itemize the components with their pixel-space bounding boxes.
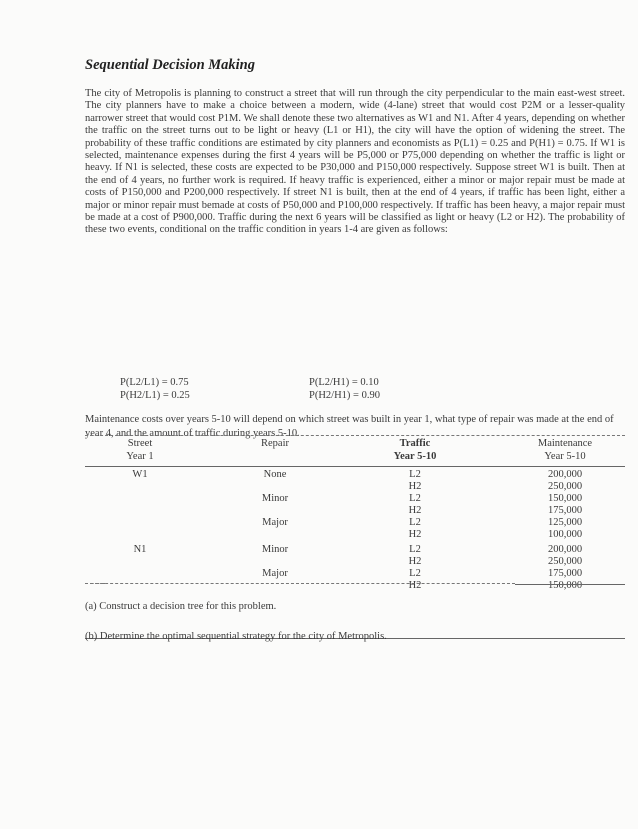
- question-a: (a) Construct a decision tree for this problem.: [85, 601, 277, 612]
- header-repair-line1: Repair: [261, 438, 289, 449]
- problem-paragraph: The city of Metropolis is planning to construct a street that will run through the city perpendicular to the main east-west street. The city planners have to make a choice between a modern, wide (4-lane) street that would cost P2M or a lesser-quality narrower street that would cost P1M. We shall denote these two alternatives as W1 and N1. After 4 years, depending on whether the traffic on the street turns out to be light or heavy (L1 or H1), the city will have the option of widening the street. The probability of these traffic conditions are estimated by city planners and economists as P(L1) = 0.25 and P(H1) = 0.75. If W1 is selected, maintenance expenses during the first 4 years will be P5,000 or P75,000 depending on whether the traffic is light or heavy. If N1 is selected, these costs are expected to be P30,000 and P150,000 respectively. Suppose street W1 is built. Then at the end of 4 years, no further work is required. If heavy traffic is experienced, either a minor or major repair must be made at costs of P150,000 and P200,000 respectively. If street N1 is built, then at the end of 4 years, if traffic has been light, either a major or minor repair must bemade at costs of P50,000 and P100,000 respectively. If traffic has been heavy, a major repair must be made at a cost of P900,000. Traffic during the next 6 years will be classified as light or heavy (L2 or H2). The probability of these two events, conditional on the traffic condition in years 1-4 are given as follows:: [85, 88, 625, 236]
- table-mid-rule: [85, 583, 515, 584]
- table-cell-repair: None: [263, 469, 287, 480]
- table-cell-traffic: H2: [408, 580, 422, 592]
- header-maintenance-line2: Year 5-10: [544, 450, 586, 462]
- table-cell-maintenance: 100,000: [547, 529, 583, 541]
- table-cell-street: W1: [132, 469, 148, 480]
- header-traffic-line1: Traffic: [399, 438, 431, 449]
- header-repair: [235, 438, 315, 451]
- table-cell-maintenance: 175,000: [547, 568, 583, 580]
- table-cell-maintenance: 200,000: [547, 544, 583, 556]
- probability-item: P(H2/L1) = 0.25: [120, 389, 190, 401]
- table-cell-maintenance: 125,000: [547, 517, 583, 529]
- table-cell-traffic: H2: [408, 505, 422, 517]
- header-traffic-line2: Year 5-10: [393, 450, 437, 462]
- table-cell-maintenance: 250,000: [547, 556, 583, 568]
- probability-item: P(H2/H1) = 0.90: [309, 389, 380, 401]
- table-cell-traffic: H2: [408, 556, 422, 568]
- table-cell-maintenance: 200,000: [547, 469, 583, 480]
- header-street-line2: Year 1: [126, 450, 154, 462]
- table-top-rule: [85, 435, 625, 436]
- maintenance-paragraph: Maintenance costs over years 5-10 will depend on which street was built in year 1, what type of repair was made at the end of year 4, and the amount of traffic during years 5-10.: [85, 414, 614, 439]
- table-cell-traffic: L2: [409, 544, 421, 556]
- table-cell-repair: Minor: [261, 493, 289, 505]
- table-mid-rule-right: [515, 584, 625, 585]
- table-cell-traffic: L2: [409, 493, 421, 505]
- table-header-rule: [85, 466, 625, 467]
- probability-item: P(L2/L1) = 0.75: [120, 377, 189, 388]
- table-cell-repair: Minor: [261, 544, 289, 556]
- table-cell-traffic: L2: [409, 517, 421, 529]
- table-cell-repair: Major: [262, 568, 288, 580]
- header-traffic: [375, 438, 455, 464]
- table-cell-traffic: L2: [409, 568, 421, 580]
- table-cell-street: N1: [133, 544, 147, 556]
- probability-item: P(L2/H1) = 0.10: [309, 377, 379, 388]
- header-street: [105, 438, 175, 464]
- table-cell-repair: Major: [262, 517, 288, 529]
- header-maintenance: [515, 438, 615, 464]
- question-b: (b) Determine the optimal sequential strategy for the city of Metropolis.: [85, 631, 387, 642]
- header-maintenance-line1: Maintenance: [537, 438, 593, 449]
- table-cell-traffic: L2: [409, 469, 421, 480]
- document-title: Sequential Decision Making: [85, 57, 255, 73]
- table-mid-rule-left: [85, 583, 105, 584]
- header-street-line1: Street: [127, 438, 153, 449]
- table-cell-maintenance: 175,000: [547, 505, 583, 517]
- table-cell-maintenance: 150,000: [547, 493, 583, 505]
- table-cell-maintenance: 250,000: [547, 481, 583, 493]
- table-cell-maintenance: 150,000: [547, 580, 583, 592]
- table-cell-traffic: H2: [408, 481, 422, 493]
- table-cell-traffic: H2: [408, 529, 422, 541]
